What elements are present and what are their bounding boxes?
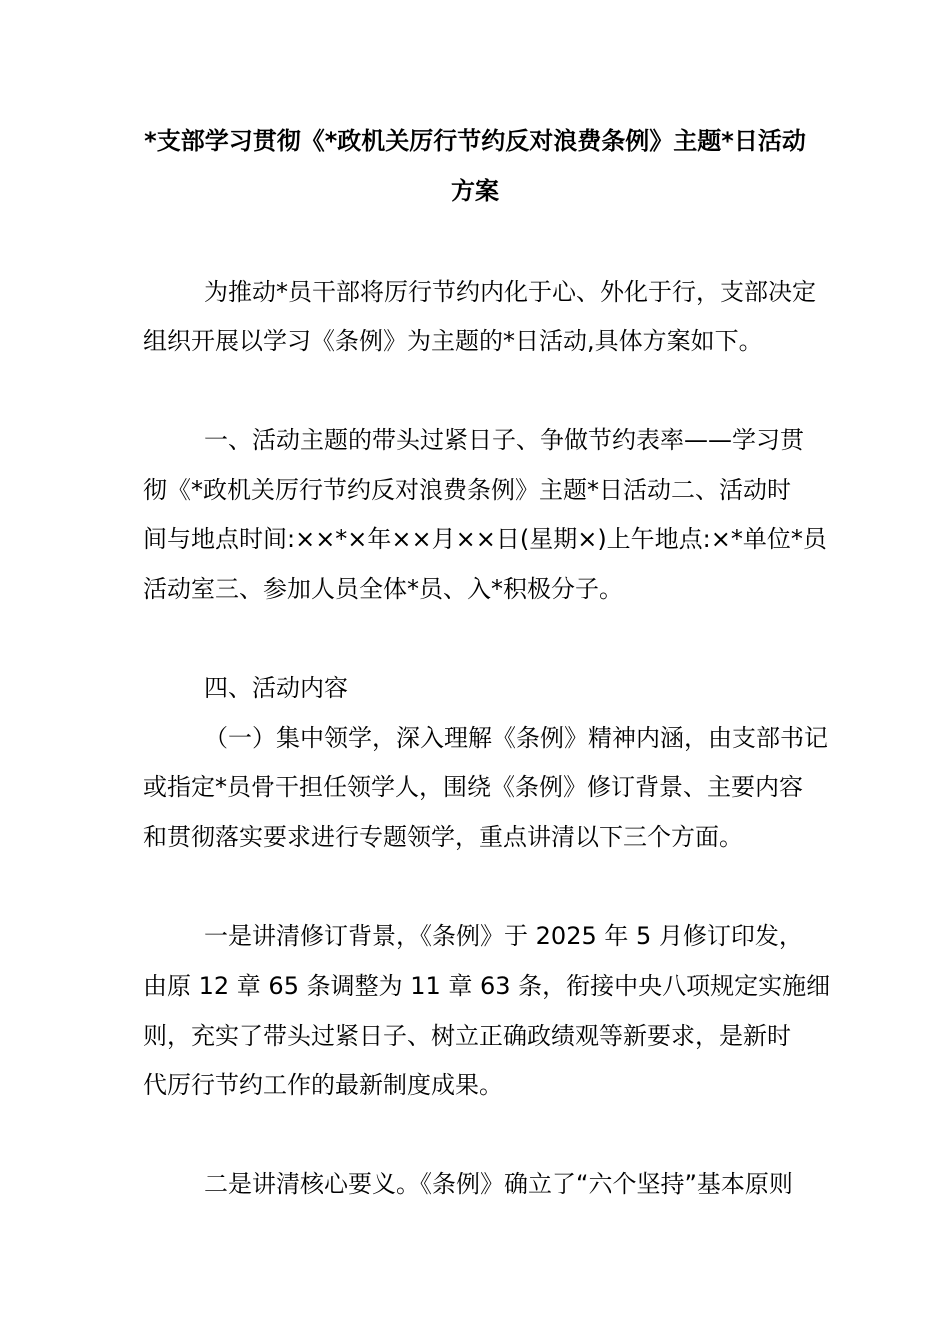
document-title-line-2: 方案 [451, 177, 499, 205]
part1-line-1: （一）集中领学，深入理解《条例》精神内涵，由支部书记 [143, 724, 829, 752]
point2-line-1: 二是讲清核心要义。《条例》确立了“六个坚持”基本原则 [143, 1170, 793, 1198]
section1-line-4: 活动室三、参加人员全体*员、入*积极分子。 [143, 575, 623, 603]
intro-line-1: 为推动*员干部将厉行节约内化于心、外化于行，支部决定 [143, 278, 817, 306]
point1-line-3: 则，充实了带头过紧日子、树立正确政绩观等新要求，是新时 [143, 1022, 791, 1050]
section1-line-3: 间与地点时间:××*×年××月××日(星期×)上午地点:×*单位*员 [143, 525, 827, 553]
section4-heading: 四、活动内容 [143, 674, 349, 702]
point1-line-2: 由原 12 章 65 条调整为 11 章 63 条，衔接中央八项规定实施细 [143, 972, 831, 1000]
point1-line-1: 一是讲清修订背景，《条例》于 2025 年 5 月修订印发， [143, 922, 803, 950]
section1-line-2: 彻《*政机关厉行节约反对浪费条例》主题*日活动二、活动时 [143, 476, 791, 504]
document-title-line-1: *支部学习贯彻《*政机关厉行节约反对浪费条例》主题*日活动 [144, 127, 806, 155]
point1-line-4: 代厉行节约工作的最新制度成果。 [143, 1071, 503, 1099]
intro-line-2: 组织开展以学习《条例》为主题的*日活动,具体方案如下。 [143, 327, 763, 355]
section1-line-1: 一、活动主题的带头过紧日子、争做节约表率——学习贯 [143, 426, 805, 454]
part1-line-3: 和贯彻落实要求进行专题领学，重点讲清以下三个方面。 [143, 823, 743, 851]
part1-line-2: 或指定*员骨干担任领学人，围绕《条例》修订背景、主要内容 [143, 773, 803, 801]
